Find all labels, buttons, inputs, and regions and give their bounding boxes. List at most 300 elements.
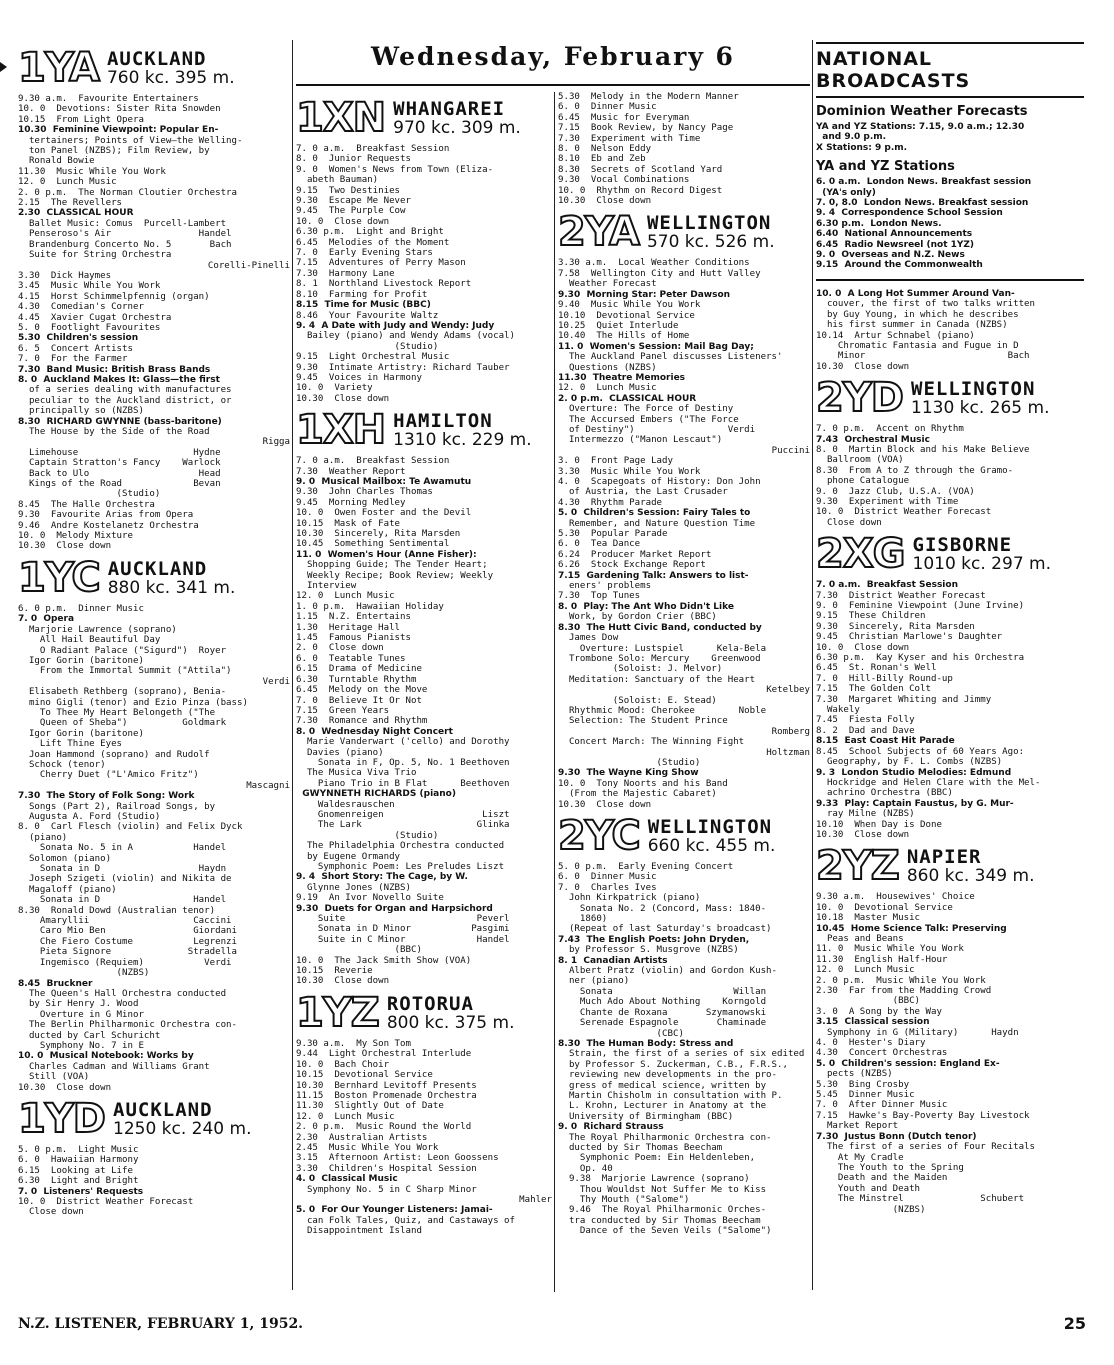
schedule-line: 8.45 School Subjects of 60 Years Ago: xyxy=(816,746,1025,757)
schedule-line: Igor Gorin (baritone) xyxy=(18,728,144,739)
schedule-line: Symphony No. 7 in E xyxy=(18,1040,144,1051)
footer-publication: N.Z. LISTENER, FEBRUARY 1, 1952. xyxy=(18,1316,304,1332)
schedule-line: Gnomenreigen Liszt xyxy=(296,809,510,820)
schedule-line: 1860) xyxy=(558,914,608,925)
station-schedule xyxy=(816,580,1084,840)
schedule-line: The House by the Side of the Road xyxy=(18,427,210,437)
schedule-line: From the Immortal Summit ("Attila") xyxy=(18,666,232,677)
schedule-line: 6.45 Music for Everyman xyxy=(558,112,690,123)
schedule-line: Suite in C Minor Handel xyxy=(296,934,510,945)
schedule-line: Strain, the first of a series of six edited xyxy=(558,1049,805,1060)
schedule-line: Sonata No. 2 (Concord, Mass: 1840- xyxy=(558,903,767,914)
station-city: AUCKLAND xyxy=(113,1098,213,1121)
schedule-line: 12. 0 Lunch Music xyxy=(18,177,117,188)
schedule-line: Meditation: Sanctuary of the Heart xyxy=(558,674,756,685)
schedule-line: Igor Gorin (baritone) xyxy=(18,655,144,666)
schedule-line: 7. 0 Early Evening Stars xyxy=(296,248,433,259)
schedule-line: 11.30 Theatre Memories xyxy=(558,372,686,383)
schedule-line: 8.30 Ronald Dowd (Australian tenor) xyxy=(18,905,216,916)
schedule-line: 3.15 Afternoon Artist: Leon Goossens xyxy=(296,1153,499,1164)
column-3 xyxy=(558,92,810,1292)
schedule-line: Chante de Roxana Szymanowski xyxy=(558,1007,767,1018)
schedule-line: (CBC) xyxy=(558,1028,684,1039)
continued-schedule xyxy=(816,289,1084,372)
schedule-line: 8. 1 Canadian Artists xyxy=(558,955,668,966)
schedule-line: 10.30 Close down xyxy=(816,829,910,840)
schedule-line: Kings of the Road Bevan xyxy=(18,479,221,490)
station-logo: 2YD xyxy=(816,375,903,422)
schedule-line: 7. 0 After Dinner Music xyxy=(816,1100,948,1111)
schedule-line: ton Panel (NZBS); Film Review, by xyxy=(18,146,210,157)
schedule-line: Overture: Lustspiel Kela-Bela xyxy=(558,643,767,654)
station-frequency: 880 kc. 341 m. xyxy=(107,577,236,598)
schedule-line: Magaloff (piano) xyxy=(18,884,117,895)
schedule-line: 8. 0 Nelson Eddy xyxy=(558,144,652,155)
schedule-line: by Sir Henry J. Wood xyxy=(18,999,139,1010)
station-schedule xyxy=(18,1145,290,1218)
schedule-line: 10.10 When Day is Done xyxy=(816,819,942,830)
schedule-line: At My Cradle xyxy=(816,1152,904,1163)
schedule-line: of a series dealing with manufactures xyxy=(18,385,232,396)
schedule-line: 10. 0 Devotional Service xyxy=(816,902,953,913)
station-header xyxy=(816,843,1084,890)
schedule-line: Still (VOA) xyxy=(18,1072,90,1083)
schedule-line: 5.30 Bing Crosby xyxy=(816,1079,910,1090)
schedule-line: 5. 0 p.m. Light Music xyxy=(18,1144,139,1155)
schedule-line: Sonata in F, Op. 5, No. 1 Beethoven xyxy=(296,757,510,768)
schedule-line: 6. 5 Concert Artists xyxy=(18,343,133,354)
schedule-line: 7. 0 Believe It Or Not xyxy=(296,695,422,706)
schedule-line: Piano Trio in B Flat Beethoven xyxy=(296,778,510,789)
schedule-line: Rigga xyxy=(262,437,290,448)
schedule-line: 5. 0 For Our Younger Listeners: Jamai- xyxy=(296,1205,493,1216)
schedule-line: 11.15 Boston Promenade Orchestra xyxy=(296,1090,477,1101)
station-city: NAPIER xyxy=(906,846,982,869)
schedule-line: 10. 0 Devotions: Sister Rita Snowden xyxy=(18,104,221,115)
schedule-line: Work, by Gordon Crier (BBC) xyxy=(558,612,717,623)
schedule-line: 9. 0 Jazz Club, U.S.A. (VOA) xyxy=(816,486,975,497)
station-section xyxy=(816,843,1084,1215)
schedule-line: Ketelbey xyxy=(766,685,810,696)
schedule-line: 9.46 The Royal Philharmonic Orches- xyxy=(558,1205,767,1216)
schedule-line: (Studio) xyxy=(296,830,439,841)
schedule-line: Mascagni xyxy=(246,780,290,791)
schedule-line: 10.25 Quiet Interlude xyxy=(558,320,679,331)
schedule-line: University of Birmingham (BBC) xyxy=(558,1111,734,1122)
schedule-line: achrino Orchestra (BBC) xyxy=(816,788,953,799)
station-info xyxy=(647,213,775,251)
station-logo: 2YC xyxy=(558,813,640,859)
schedule-line: Chromatic Fantasia and Fugue in D xyxy=(816,340,1019,351)
station-city: HAMILTON xyxy=(393,410,493,433)
schedule-line: ducted by Carl Schuricht xyxy=(18,1030,161,1041)
station-logo: 2XG xyxy=(816,531,905,578)
station-schedule xyxy=(816,424,1084,528)
schedule-line: 4. 0 Hester's Diary xyxy=(816,1038,926,1049)
schedule-line: Marie Vanderwart ('cello) and Dorothy xyxy=(296,737,510,748)
schedule-line: 10. 0 District Weather Forecast xyxy=(816,507,992,518)
schedule-line: To Thee My Heart Belongeth ("The xyxy=(18,707,216,718)
schedule-line: 7.30 The Story of Folk Song: Work xyxy=(18,791,195,802)
schedule-line: (BBC) xyxy=(816,996,921,1007)
station-frequency: 1310 kc. 229 m. xyxy=(393,430,532,451)
schedule-line: The Musica Viva Trio xyxy=(296,768,417,779)
schedule-line: Trombone Solo: Mercury Greenwood xyxy=(558,653,761,664)
schedule-line: 7.58 Wellington City and Hutt Valley xyxy=(558,268,761,279)
schedule-line: 12. 0 Lunch Music xyxy=(558,383,657,394)
schedule-line: Questions (NZBS) xyxy=(558,362,657,373)
schedule-line: GWYNNETH RICHARDS (piano) xyxy=(296,789,456,800)
schedule-line: his first summer in Canada (NZBS) xyxy=(816,320,1008,331)
station-info xyxy=(913,535,1051,573)
station-section xyxy=(816,375,1084,528)
schedule-line: 10. 0 Variety xyxy=(296,383,373,394)
station-city: WELLINGTON xyxy=(647,816,773,838)
schedule-line: (Studio) xyxy=(558,757,701,768)
schedule-line: 2. 0 p.m. Music While You Work xyxy=(816,975,986,986)
schedule-line: 10.30 Close down xyxy=(558,196,652,207)
schedule-line: 10.45 Home Science Talk: Preserving xyxy=(816,923,1007,934)
schedule-line: (YA's only) xyxy=(816,187,876,198)
schedule-line: 4.30 Comedian's Corner xyxy=(18,302,144,313)
schedule-line: Captain Stratton's Fancy Warlock xyxy=(18,458,221,469)
schedule-line: gress of medical science, written by xyxy=(558,1080,767,1091)
schedule-line: 8.30 Secrets of Scotland Yard xyxy=(558,164,723,175)
schedule-line: 10. 0 Owen Foster and the Devil xyxy=(296,508,472,519)
schedule-line: 10.30 Close down xyxy=(816,361,910,372)
station-schedule xyxy=(18,94,290,552)
station-info xyxy=(911,379,1049,417)
schedule-line: 9.15 These Children xyxy=(816,611,926,622)
schedule-line: 6.26 Stock Exchange Report xyxy=(558,560,706,571)
station-header xyxy=(558,813,810,859)
schedule-line: 5. 0 Children's Session: Fairy Tales to xyxy=(558,508,751,519)
schedule-line: reviewing new developments in the pro- xyxy=(558,1070,777,1081)
schedule-line: 12. 0 Lunch Music xyxy=(816,965,915,976)
schedule-line: 10. 0 Bach Choir xyxy=(296,1059,390,1070)
schedule-line: Symphony in G (Military) Haydn xyxy=(816,1027,1019,1038)
station-city: AUCKLAND xyxy=(106,48,207,70)
station-header xyxy=(296,95,552,141)
schedule-line: 10.18 Master Music xyxy=(816,913,921,924)
schedule-line: YA and YZ Stations: 7.15, 9.0 a.m.; 12.30 xyxy=(816,122,1025,132)
schedule-line: 8. 0 Wednesday Night Concert xyxy=(296,726,453,737)
schedule-line: Verdi xyxy=(262,676,290,687)
schedule-line: Thou Wouldst Not Suffer Me to Kiss xyxy=(558,1184,767,1195)
schedule-line: Sonata in D Haydn xyxy=(18,864,227,875)
schedule-line: ner (piano) xyxy=(558,976,630,987)
schedule-line: 9.45 Voices in Harmony xyxy=(296,372,422,383)
schedule-line: 8.46 Your Favourite Waltz xyxy=(296,310,439,321)
schedule-line: 2. 0 p.m. CLASSICAL HOUR xyxy=(558,393,697,404)
schedule-line: Holtzman xyxy=(766,747,810,758)
schedule-line: 10. 0 Close down xyxy=(296,216,390,227)
schedule-line: Market Report xyxy=(816,1121,899,1132)
schedule-line: Remember, and Nature Question Time xyxy=(558,518,756,529)
schedule-line: Youth and Death xyxy=(816,1183,921,1194)
schedule-line: 1.45 Famous Pianists xyxy=(296,633,411,644)
schedule-line: 7.30 Top Tunes xyxy=(558,591,641,602)
schedule-line: The Accursed Embers ("The Force xyxy=(558,414,739,425)
schedule-line: Suite Peverl xyxy=(296,914,510,925)
station-info xyxy=(113,1100,251,1138)
schedule-line: 10.10 Devotional Service xyxy=(558,310,695,321)
schedule-line: 8. 1 Northland Livestock Report xyxy=(296,279,472,290)
station-header xyxy=(18,554,290,601)
schedule-line: (BBC) xyxy=(296,945,422,956)
station-city: WELLINGTON xyxy=(911,378,1036,401)
schedule-line: couver, the first of two talks written xyxy=(816,299,1035,310)
schedule-line: 9.44 Light Orchestral Interlude xyxy=(296,1049,472,1060)
station-city: WELLINGTON xyxy=(646,212,772,235)
schedule-line: 4.15 Horst Schimmelpfennig (organ) xyxy=(18,291,210,302)
schedule-line: 10.30 Close down xyxy=(18,541,112,552)
schedule-line: Op. 40 xyxy=(558,1163,613,1174)
schedule-line: 8.30 The Hutt Civic Band, conducted by xyxy=(558,622,762,633)
station-schedule xyxy=(558,862,810,1237)
schedule-line: Peas and Beans xyxy=(816,933,904,944)
column-divider xyxy=(292,40,293,1290)
schedule-line: 9.40 Music While You Work xyxy=(558,300,701,311)
schedule-line: 8.45 The Halle Orchestra xyxy=(18,499,155,510)
schedule-line: 7.43 Orchestral Music xyxy=(816,434,930,445)
schedule-line: Selection: The Student Prince xyxy=(558,716,728,727)
schedule-line: 8.30 From A to Z through the Gramo- xyxy=(816,465,1014,476)
schedule-line: Albert Pratz (violin) and Gordon Kush- xyxy=(558,966,777,977)
station-city: GISBORNE xyxy=(912,534,1013,557)
schedule-line: 6.45 St. Ronan's Well xyxy=(816,663,937,674)
schedule-line: 10. 0 Tony Noorts and his Band xyxy=(558,778,728,789)
schedule-line: 11. 0 Music While You Work xyxy=(816,944,964,955)
schedule-line: 9. 0 Women's News from Town (Eliza- xyxy=(296,164,494,175)
schedule-line: 2. 0 Close down xyxy=(296,643,384,654)
schedule-line: 9.30 a.m. My Son Tom xyxy=(296,1038,411,1049)
schedule-line: 7. 0 a.m. Breakfast Session xyxy=(816,580,958,591)
schedule-line: Corelli-Pinelli xyxy=(207,260,290,271)
station-info xyxy=(393,99,521,137)
schedule-line: by Eugene Ormandy xyxy=(296,851,401,862)
schedule-line: Cherry Duet ("L'Amico Fritz") xyxy=(18,770,199,781)
schedule-line: Mahler xyxy=(519,1194,552,1205)
schedule-line: 7.30 Experiment with Time xyxy=(558,133,701,144)
schedule-line: 9.30 Vocal Combinations xyxy=(558,175,690,186)
station-frequency: 760 kc. 395 m. xyxy=(106,68,235,88)
station-info xyxy=(393,411,531,449)
schedule-line: The first of a series of Four Recitals xyxy=(816,1142,1035,1153)
schedule-line: 10.15 Reverie xyxy=(296,966,373,977)
schedule-line: peculiar to the Auckland district, or xyxy=(18,395,232,406)
schedule-line: 7. 0 a.m. Breakfast Session xyxy=(296,456,450,467)
schedule-line: Much Ado About Nothing Korngold xyxy=(558,997,767,1008)
schedule-line: The Youth to the Spring xyxy=(816,1162,964,1173)
schedule-line: and 9.0 p.m. xyxy=(816,132,887,143)
station-header xyxy=(816,375,1084,422)
schedule-line: 9.33 Play: Captain Faustus, by G. Mur- xyxy=(816,798,1014,809)
station-logo: 1YZ xyxy=(296,989,379,1036)
schedule-line: Songs (Part 2), Railroad Songs, by xyxy=(18,801,216,812)
schedule-line: 8. 0 Junior Requests xyxy=(296,154,411,165)
schedule-line: 10.30 Bernhard Levitoff Presents xyxy=(296,1080,477,1091)
schedule-line: Sonata in D Minor Pasgimi xyxy=(296,924,510,935)
station-frequency: 800 kc. 375 m. xyxy=(386,1012,515,1033)
schedule-line: (Soloist: E. Stead) xyxy=(558,695,717,706)
schedule-line: 8.15 Time for Music (BBC) xyxy=(296,300,431,311)
station-frequency: 970 kc. 309 m. xyxy=(393,118,521,138)
schedule-line: 10.30 Close down xyxy=(296,393,390,404)
station-city: WHANGAREI xyxy=(393,98,506,120)
schedule-line: Interview xyxy=(296,581,357,592)
schedule-line: 10.14 Artur Schnabel (piano) xyxy=(816,330,975,341)
schedule-line: 3.30 Children's Hospital Session xyxy=(296,1163,477,1174)
title-rule xyxy=(296,84,810,86)
schedule-line: 9.30 Duets for Organ and Harpsichord xyxy=(296,903,493,914)
page-title: Wednesday, February 6 xyxy=(371,42,735,71)
schedule-line: 10.30 Close down xyxy=(18,1082,112,1093)
schedule-line: Marjorie Lawrence (soprano) xyxy=(18,624,177,635)
schedule-line: Pieta Signore Stradella xyxy=(18,947,237,958)
schedule-line: Suite for String Orchestra xyxy=(18,250,172,261)
schedule-line: Hockridge and Helen Clare with the Mel- xyxy=(816,777,1041,788)
station-listings xyxy=(816,375,1084,1215)
schedule-line: 11. 0 Women's Hour (Anne Fisher): xyxy=(296,549,477,560)
schedule-line: 8.45 Bruckner xyxy=(18,978,93,989)
schedule-line: 1. 0 p.m. Hawaiian Holiday xyxy=(296,601,444,612)
schedule-line: Sonata No. 5 in A Handel xyxy=(18,843,227,854)
station-frequency: 570 kc. 526 m. xyxy=(646,232,775,253)
schedule-line: 7. 0 a.m. Breakfast Session xyxy=(296,144,450,154)
schedule-line: Augusta A. Ford (Studio) xyxy=(18,812,161,822)
station-frequency: 860 kc. 349 m. xyxy=(906,866,1035,887)
schedule-line: (NZBS) xyxy=(18,968,150,979)
schedule-line: Back to Ulo Head xyxy=(18,468,221,479)
schedule-line: Charles Cadman and Williams Grant xyxy=(18,1061,210,1072)
station-info xyxy=(387,994,515,1032)
station-header xyxy=(18,1095,290,1142)
schedule-line: 7.43 The English Poets: John Dryden, xyxy=(558,934,750,945)
schedule-line: Schock (tenor) xyxy=(18,759,106,770)
schedule-line: 9. 0 Feminine Viewpoint (June Irvine) xyxy=(816,601,1025,611)
schedule-line: 10.45 Something Sentimental xyxy=(296,539,450,550)
schedule-line: Intermezzo ("Manon Lescaut") xyxy=(558,435,723,446)
station-section xyxy=(558,813,810,1237)
schedule-line: 8.10 Eb and Zeb xyxy=(558,154,646,165)
station-info xyxy=(907,847,1035,885)
schedule-line: 10. 0 Close down xyxy=(816,642,910,653)
schedule-line: 9.46 Andre Kostelanetz Orchestra xyxy=(18,520,199,531)
schedule-line: 2.45 Music While You Work xyxy=(296,1142,439,1153)
schedule-line: 12. 0 Lunch Music xyxy=(296,1111,395,1122)
schedule-line: 8. 0 Carl Flesch (violin) and Felix Dyck xyxy=(18,822,243,833)
schedule-line: 9.19 An Ivor Novello Suite xyxy=(296,893,444,904)
schedule-line: (Soloist: J. Melvor) xyxy=(558,664,723,675)
schedule-line: The Lark Glinka xyxy=(296,820,510,831)
schedule-line: 10.15 From Light Opera xyxy=(18,114,144,125)
station-schedule xyxy=(296,144,552,404)
schedule-line: 8. 0 Martin Block and his Make Believe xyxy=(816,444,1030,455)
schedule-line: Ingemisco (Requiem) Verdi xyxy=(18,957,232,968)
schedule-line: 6.24 Producer Market Report xyxy=(558,549,712,560)
schedule-line: 10.30 Close down xyxy=(558,799,652,810)
schedule-line: Overture in G Minor xyxy=(18,1009,144,1020)
page-number: 25 xyxy=(1063,1314,1086,1333)
schedule-line: 7. 0 Hill-Billy Round-up xyxy=(816,673,953,684)
schedule-line: tra conducted by Sir Thomas Beecham xyxy=(558,1215,761,1226)
schedule-line: 12. 0 Lunch Music xyxy=(296,591,395,602)
schedule-line: pects (NZBS) xyxy=(816,1069,893,1080)
schedule-line: 10. 0 The Jack Smith Show (VOA) xyxy=(296,955,472,966)
schedule-line: 11.30 Music While You Work xyxy=(18,166,166,177)
schedule-line: 4.30 Rhythm Parade xyxy=(558,497,663,508)
schedule-line: Ballet Music: Comus Purcell-Lambert xyxy=(18,218,227,229)
schedule-line: 9.30 Escape Me Never xyxy=(296,196,411,207)
schedule-line: 9. 3 London Studio Melodies: Edmund xyxy=(816,767,1012,778)
station-frequency: 1130 kc. 265 m. xyxy=(911,398,1050,419)
schedule-line: 4.45 Xavier Cugat Orchestra xyxy=(18,312,172,323)
schedule-line: 7.30 District Weather Forecast xyxy=(816,590,986,601)
schedule-line: The Philadelphia Orchestra conducted xyxy=(296,841,505,852)
schedule-line: Weekly Recipe; Book Review; Weekly xyxy=(296,570,494,581)
schedule-line: 5.45 Dinner Music xyxy=(816,1090,915,1101)
schedule-line: Lift Thine Eyes xyxy=(18,739,123,750)
weather-forecasts-heading: Dominion Weather Forecasts xyxy=(816,104,1028,119)
schedule-line: 2.30 Australian Artists xyxy=(296,1132,428,1143)
station-logo: 1YC xyxy=(18,554,100,601)
schedule-line: 2.30 CLASSICAL HOUR xyxy=(18,208,134,219)
schedule-line: 6. 0 a.m. London News. Breakfast session xyxy=(816,177,1032,188)
station-info xyxy=(107,49,235,87)
schedule-line: 8. 0 Play: The Ant Who Didn't Like xyxy=(558,601,734,612)
station-header xyxy=(816,531,1084,578)
schedule-line: John Kirkpatrick (piano) xyxy=(558,893,701,904)
schedule-line: 9. 4 A Date with Judy and Wendy: Judy xyxy=(296,320,495,331)
schedule-line: 2.15 The Revellers xyxy=(18,198,123,209)
schedule-line: 10.30 Feminine Viewpoint: Popular En- xyxy=(18,125,219,136)
schedule-line: 9.15 Around the Commonwealth xyxy=(816,260,983,271)
schedule-line: 9. 0 Overseas and N.Z. News xyxy=(816,250,965,261)
station-header xyxy=(296,989,552,1036)
schedule-line: Overture: The Force of Destiny xyxy=(558,404,734,415)
schedule-line: Brandenburg Concerto No. 5 Bach xyxy=(18,239,232,250)
schedule-line: eners' problems xyxy=(558,581,652,592)
schedule-line: principally so (NZBS) xyxy=(18,406,144,417)
schedule-line: The Berlin Philharmonic Orchestra con- xyxy=(18,1020,237,1031)
station-schedule xyxy=(558,258,810,810)
weather-schedule xyxy=(816,122,1084,153)
station-logo: 2YZ xyxy=(816,843,899,890)
margin-arrow-icon xyxy=(0,62,7,72)
schedule-line: (NZBS) xyxy=(816,1204,926,1215)
schedule-line: 9. 4 Short Story: The Cage, by W. xyxy=(296,872,468,883)
schedule-line: 1.30 Heritage Hall xyxy=(296,622,401,633)
schedule-line: 10.30 Sincerely, Rita Marsden xyxy=(296,529,461,539)
schedule-line: Joseph Szigeti (violin) and Nikita de xyxy=(18,874,232,885)
schedule-line: 10. 0 District Weather Forecast xyxy=(18,1197,194,1207)
schedule-line: 7. 0, 8.0 London News. Breakfast session xyxy=(816,198,1029,209)
schedule-line: Sonata Willan xyxy=(558,986,767,997)
schedule-line: Martin Chisholm in consultation with P. xyxy=(558,1090,783,1101)
schedule-line: 9. 4 Correspondence School Session xyxy=(816,208,1003,219)
schedule-line: 3.15 Classical session xyxy=(816,1017,930,1028)
station-frequency: 1010 kc. 297 m. xyxy=(912,554,1051,575)
station-logo: 1YA xyxy=(18,45,99,91)
station-section xyxy=(558,92,810,206)
schedule-line: 5. 0 Children's session: England Ex- xyxy=(816,1058,1000,1069)
schedule-line: 10.30 Close down xyxy=(296,976,390,987)
station-schedule xyxy=(816,892,1084,1215)
station-schedule xyxy=(296,456,552,987)
schedule-line: Death and the Maiden xyxy=(816,1173,948,1184)
schedule-line: by Professor S. Zuckerman, C.B., F.R.S., xyxy=(558,1059,788,1070)
